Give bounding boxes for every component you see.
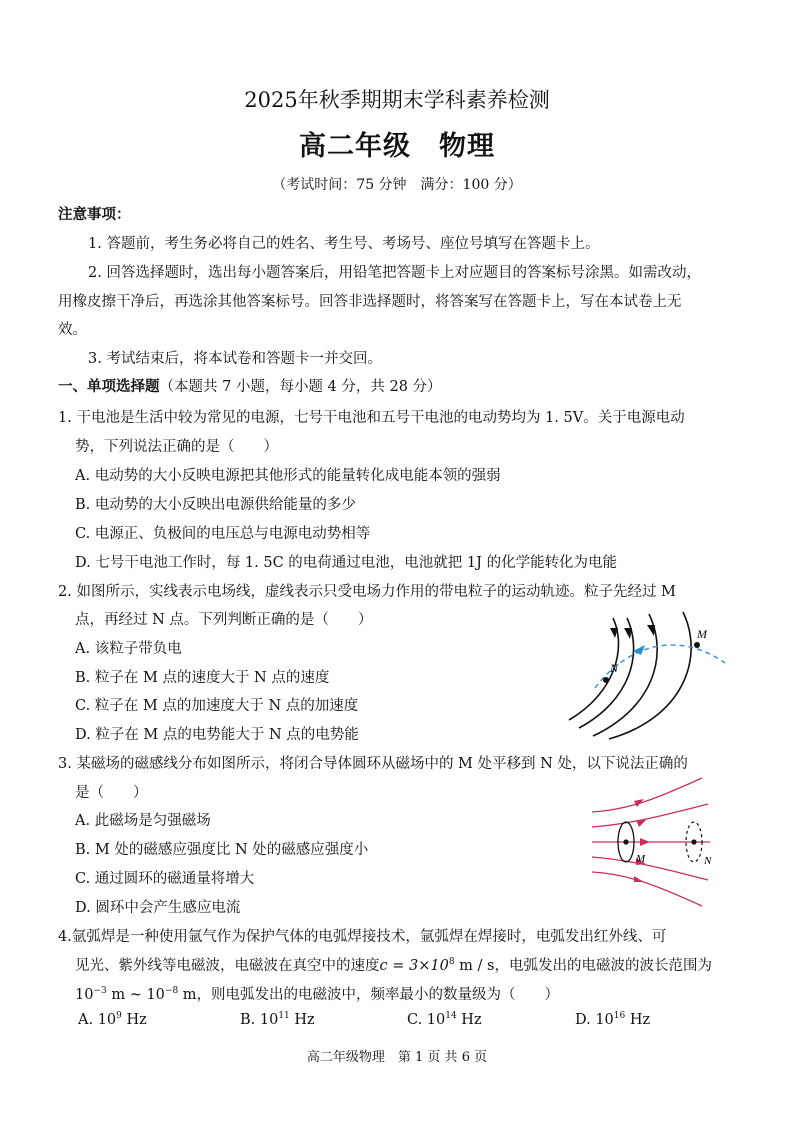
q4-option-d: D. $10^{16}$ Hz: [575, 1011, 651, 1028]
note-2-line2: 用橡皮擦干净后，再选涂其他答案标号。回答非选择题时，将答案写在答题卡上，写在本试卷上无: [58, 294, 682, 310]
section-heading: [58, 375, 442, 396]
magnetic-arrowheads: [634, 799, 650, 882]
q4-range-exp2: −8: [164, 986, 179, 997]
q1-option-c: C. 电源正、负极间的电压总与电源电动势相等: [75, 526, 371, 542]
note-2-line1: 2. 回答选择题时，选出每小题答案后，用铅笔把答题卡上对应题目的答案标号涂黑。如需改动，: [88, 265, 701, 281]
section-desc: （本题共 7 小题，每小题 4 分，共 28 分）: [159, 379, 442, 395]
notes-heading: 注意事项：: [58, 206, 131, 223]
q4-speed-unit: m / s: [454, 958, 495, 974]
label-n: N: [610, 661, 619, 675]
q4-text-c: ，则电弧发出的电磁波中，频率最小的数量级为（ ）: [196, 987, 560, 1003]
trajectory-arrowhead: [633, 645, 645, 655]
q4-speed-formula: c = 3×10: [379, 958, 449, 974]
q3-option-d: D. 圆环中会产生感应电流: [75, 900, 241, 916]
exam-info: （考试时间：75 分钟 满分：100 分）: [272, 177, 522, 193]
section-title: 一、单项选择题: [58, 378, 160, 395]
q2-stem-line2: 点，再经过 N 点。下列判断正确的是（ ）: [75, 612, 373, 628]
q3-option-b: B. M 处的磁感应强度比 N 处的磁感应强度小: [75, 842, 369, 858]
label-m-magnetic: M: [636, 853, 646, 865]
q4-speed-exponent: 8: [448, 957, 455, 968]
q4-range-mid: m ~ 10: [106, 987, 165, 1003]
q3-stem-line1: 3. 某磁场的磁感线分布如图所示，将闭合导体圆环从磁场中的 M 处平移到 N 处，以下说法正确的: [58, 756, 688, 772]
q4-option-a: A. $10^9$ Hz: [78, 1011, 147, 1028]
label-m: M: [697, 627, 707, 641]
q1-option-a: A. 电动势的大小反映电源把其他形式的能量转化成电能本领的强弱: [75, 468, 501, 484]
q1-stem-line1: 1. 干电池是生活中较为常见的电源，七号干电池和五号干电池的电动势均为 1. 5V。关于电源电动: [58, 410, 685, 426]
q1-option-d: D. 七号干电池工作时，每 1. 5C 的电荷通过电池，电池就把 1J 的化学能转化为电能: [75, 555, 618, 571]
q4-range-base1: 10: [75, 987, 94, 1003]
q4-text-b: ，电弧发出的电磁波的波长范围为: [494, 958, 712, 974]
q2-option-c: C. 粒子在 M 点的加速度大于 N 点的加速度: [75, 698, 359, 714]
magnetic-field-figure: [590, 772, 720, 912]
label-n-magnetic: N: [704, 855, 712, 867]
q4-stem-line2: [75, 954, 712, 975]
q2-option-b: B. 粒子在 M 点的速度大于 N 点的速度: [75, 670, 330, 686]
exam-title: 2025年秋季期期末学科素养检测: [244, 88, 550, 112]
q4-text-a: 见光、紫外线等电磁波，电磁波在真空中的速度: [75, 958, 380, 974]
q4-range-exp1: −3: [93, 986, 107, 997]
q4-option-b: B. $10^{11}$ Hz: [240, 1011, 315, 1028]
electric-field-figure: [565, 608, 735, 740]
q4-option-c: C. $10^{14}$ Hz: [407, 1011, 482, 1028]
q1-stem-line2: 势，下列说法正确的是（ ）: [75, 439, 278, 455]
q3-option-a: A. 此磁场是匀强磁场: [75, 813, 211, 829]
point-n: [603, 677, 609, 683]
q2-stem-line1: 2. 如图所示，实线表示电场线，虚线表示只受电场力作用的带电粒子的运动轨迹。粒子先经过 M: [58, 584, 676, 600]
q1-option-b: B. 电动势的大小反映出电源供给能量的多少: [75, 497, 356, 513]
note-1: 1. 答题前，考生务必将自己的姓名、考生号、考场号、座位号填写在答题卡上。: [88, 236, 600, 252]
page-footer: 高二年级物理 第 1 页 共 6 页: [306, 1050, 488, 1065]
q4-range-unit: m: [178, 987, 197, 1003]
center-m: [623, 839, 628, 844]
q3-option-c: C. 通过圆环的磁通量将增大: [75, 871, 255, 887]
center-n: [691, 839, 696, 844]
note-3: 3. 考试结束后，将本试卷和答题卡一并交回。: [88, 351, 382, 367]
q2-option-a: A. 该粒子带负电: [75, 641, 182, 657]
q4-stem-line1: 4.氩弧焊是一种使用氩气作为保护气体的电弧焊接技术，氩弧焊在焊接时，电弧发出红外线、可: [58, 929, 667, 945]
note-2-line3: 效。: [58, 322, 87, 338]
q3-stem-line2: 是（ ）: [75, 785, 148, 801]
q2-option-d: D. 粒子在 M 点的电势能大于 N 点的电势能: [75, 727, 359, 743]
exam-subject: 高二年级 物理: [299, 131, 495, 162]
point-m: [694, 642, 700, 648]
q4-stem-line3: [75, 983, 559, 1004]
